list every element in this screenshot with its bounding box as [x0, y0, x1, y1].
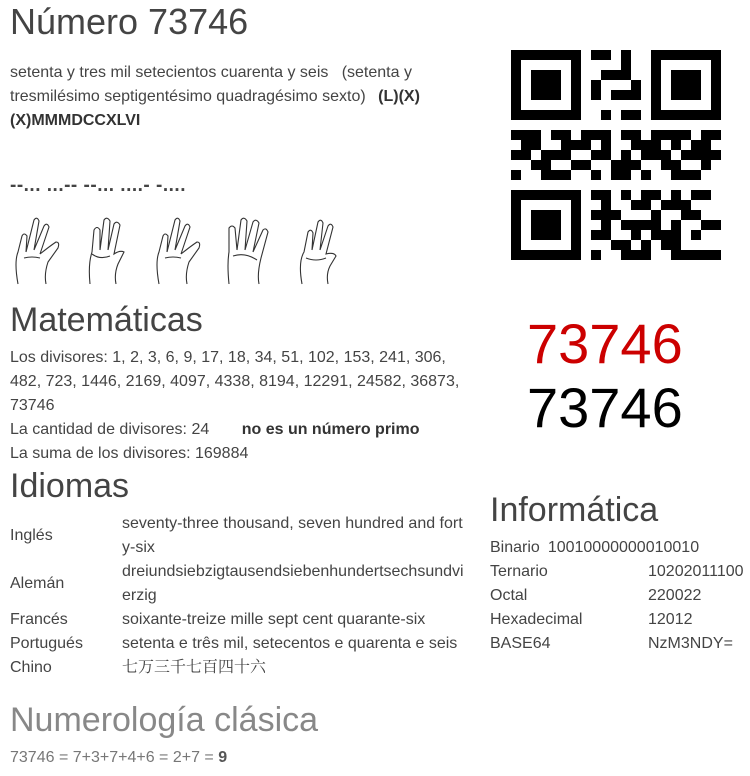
hexadecimal-value: 12012 [648, 611, 693, 628]
hand-sign-icon [80, 212, 132, 288]
spanish-words: setenta y tres mil setecientos cuarenta y seis (setenta y tresmilésimo septigentésimo quadragésimo sexto) [10, 64, 417, 105]
qr-code-icon [511, 50, 721, 260]
binary-value: 10010000000010010 [547, 539, 700, 556]
language-name: Inglés [10, 527, 53, 544]
language-name: Portugués [10, 635, 83, 652]
language-name: Alemán [10, 575, 65, 592]
language-value: dreiundsiebzigtausendsiebenhundertsechsundvierzig [122, 563, 464, 604]
language-value: 七万三千七百四十六 [122, 659, 267, 676]
roman-numeral: (L)(X)(X)MMMDCCXLVI [10, 88, 420, 129]
divisors-list: 1, 2, 3, 6, 9, 17, 18, 34, 51, 102, 153, 241, 306, 482, 723, 1446, 2169, 4097, 4338, 8194, 12291, 24582, 36873, 73746 [10, 349, 460, 414]
numerology-result: 9 [218, 749, 228, 766]
hand-sign-icon [292, 212, 344, 288]
informatics-table [490, 536, 748, 656]
language-value: seventy-three thousand, seven hundred and forty-six [122, 515, 463, 556]
hexadecimal-label: Hexadecimal [490, 611, 583, 628]
language-name: Francés [10, 611, 68, 628]
divisor-sum-line [10, 442, 480, 466]
big-number-red: 73746 [527, 312, 683, 375]
divisor-count: 24 [191, 421, 210, 438]
math-section [10, 346, 480, 466]
octal-value: 220022 [648, 587, 702, 604]
octal-row [490, 584, 748, 608]
ternary-value: 10202011100 [648, 563, 744, 580]
sign-language-hands [10, 212, 358, 293]
language-row [10, 656, 470, 680]
page-title: Número 73746 [10, 1, 249, 42]
base64-row [490, 632, 748, 656]
language-row [10, 608, 470, 632]
divisor-count-line [10, 418, 480, 442]
numerology-section-title: Numerología clásica [10, 701, 319, 739]
language-value: soixante-treize mille sept cent quarante-six [122, 611, 426, 628]
divisor-sum: 169884 [194, 445, 249, 462]
hand-sign-icon [10, 212, 62, 288]
language-row [10, 512, 470, 560]
prime-status: no es un número primo [241, 421, 420, 438]
binary-row [490, 536, 748, 560]
hand-sign-icon [221, 212, 273, 288]
divisors-label: Los divisores: [10, 349, 108, 366]
languages-table [10, 512, 470, 680]
binary-label: Binario [490, 539, 540, 556]
informatics-section-title: Informática [490, 491, 659, 529]
language-row [10, 632, 470, 656]
octal-label: Octal [490, 587, 528, 604]
number-description [10, 61, 480, 133]
ternary-row [490, 560, 748, 584]
languages-section-title: Idiomas [10, 467, 130, 505]
ternary-label: Ternario [490, 563, 548, 580]
divisors-line [10, 346, 480, 418]
math-section-title: Matemáticas [10, 301, 203, 339]
language-row [10, 560, 470, 608]
numerology-formula-line [10, 749, 227, 767]
language-name: Chino [10, 659, 52, 676]
base64-value: NzM3NDY= [648, 635, 733, 652]
morse-code: --... ...-- --... ....- -.... [10, 175, 186, 196]
divisor-count-label: La cantidad de divisores: [10, 421, 187, 438]
hexadecimal-row [490, 608, 748, 632]
numerology-formula: 73746 = 7+3+7+4+6 = 2+7 = [10, 749, 214, 766]
big-number-black: 73746 [527, 376, 683, 439]
language-value: setenta e três mil, setecentos e quarenta e seis [122, 635, 458, 652]
hand-sign-icon [151, 212, 203, 288]
divisor-sum-label: La suma de los divisores: [10, 445, 191, 462]
base64-label: BASE64 [490, 635, 551, 652]
